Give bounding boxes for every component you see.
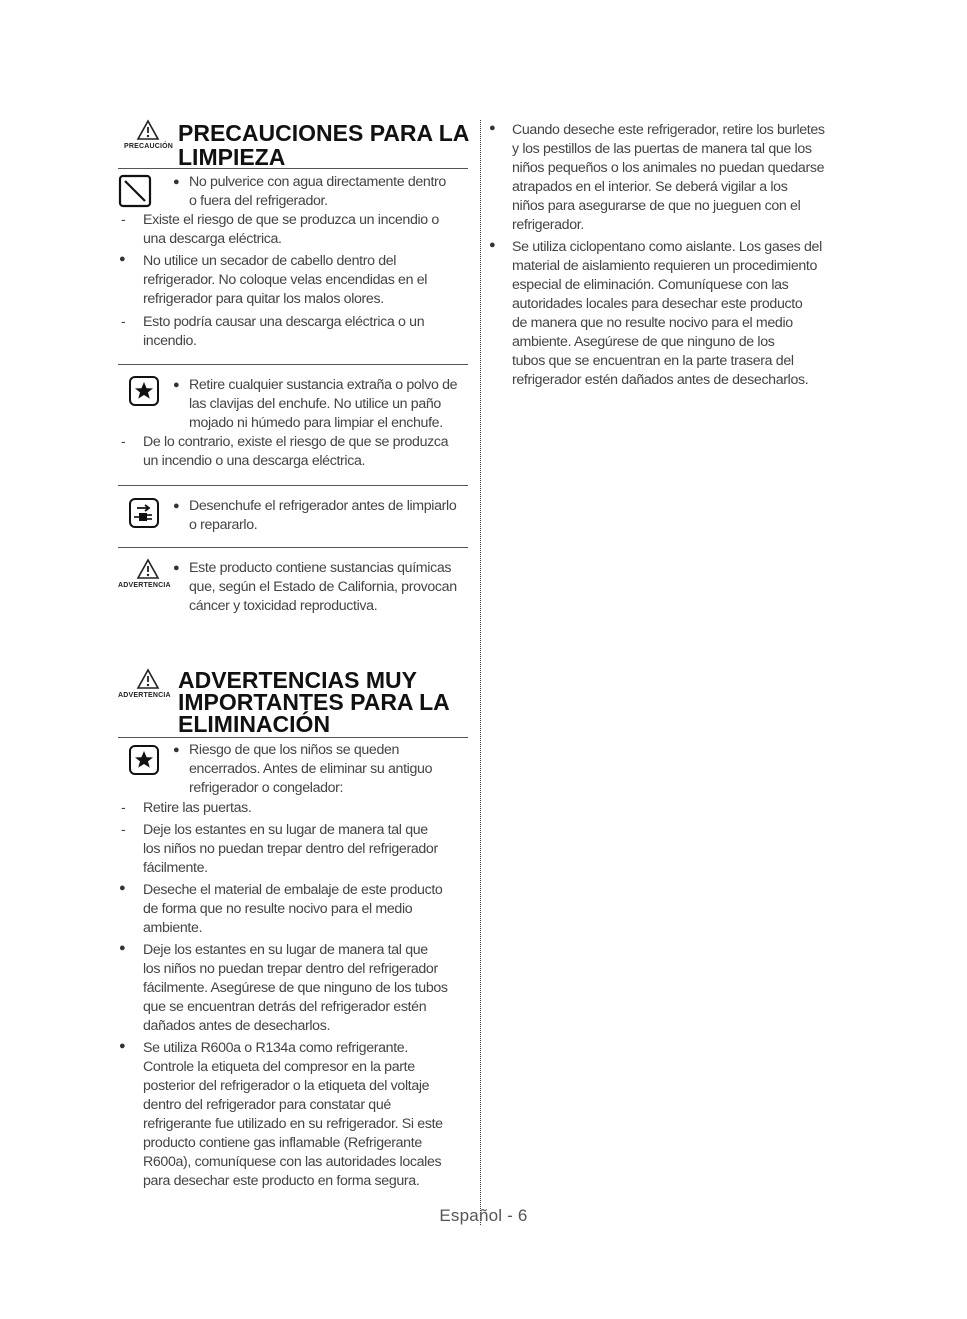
- bullet-dot: ●: [173, 176, 180, 188]
- plug-dust-text-1: Retire cualquier sustancia extraña o polvo de: [189, 377, 458, 393]
- cyclopentane-text-7: tubos que se encuentran en la parte trasera del: [512, 353, 794, 369]
- cyclopentane-text-4: autoridades locales para desechar este producto: [512, 296, 803, 312]
- entrapment-text-3: refrigerador o congelador:: [189, 780, 344, 796]
- refrigerant-text-7: R600a), comuníquese con las autoridades locales: [143, 1154, 442, 1170]
- plug-dust-text-3: mojado ni húmedo para limpiar el enchufe.: [189, 415, 443, 431]
- cyclopentane-text-1: Se utiliza ciclopentano como aislante. Los gases del: [512, 239, 822, 255]
- gaskets-text-4: atrapados en el interior. Se deberá vigilar a los: [512, 179, 788, 195]
- no-spray-icon: [118, 174, 152, 208]
- bullet-dot: ●: [173, 500, 180, 512]
- bullet-dot: ●: [173, 744, 180, 756]
- shock-risk-text-1: Esto podría causar una descarga eléctrica o un: [143, 314, 425, 330]
- warning-triangle-icon: [136, 119, 160, 141]
- dash-mark: -: [121, 313, 126, 329]
- unplug-text-2: o repararlo.: [189, 517, 258, 533]
- warning-label: ADVERTENCIA: [118, 582, 171, 589]
- dash-mark: -: [121, 799, 126, 815]
- packaging-text-3: ambiente.: [143, 920, 203, 936]
- warning-symbol: [118, 668, 173, 699]
- fire-risk-text-1: Existe el riesgo de que se produzca un incendio o: [143, 212, 439, 228]
- tubes-text-3: fácilmente. Asegúrese de que ninguno de los tubos: [143, 980, 448, 996]
- prop65-text-2: que, según el Estado de California, provocan: [189, 579, 457, 595]
- no-spray-text-2: o fuera del refrigerador.: [189, 193, 328, 209]
- page-number: Español - 6: [439, 1206, 528, 1225]
- refrigerant-text-6: producto contiene gas inflamable (Refrigerante: [143, 1135, 422, 1151]
- prop65-text-3: cáncer y toxicidad reproductiva.: [189, 598, 378, 614]
- refrigerant-text-3: posterior del refrigerador o la etiqueta del voltaje: [143, 1078, 430, 1094]
- entrapment-text-2: encerrados. Antes de eliminar su antiguo: [189, 761, 433, 777]
- refrigerant-text-8: para desechar este producto en forma segura.: [143, 1173, 420, 1189]
- bullet-dot: ●: [489, 239, 496, 251]
- gaskets-text-3: niños pequeños o los animales no puedan quedarse: [512, 160, 825, 176]
- cyclopentane-text-6: ambiente. Asegúrese de que ninguno de los: [512, 334, 775, 350]
- no-spray-text-1: No pulverice con agua directamente dentro: [189, 174, 446, 190]
- cyclopentane-text-3: especial de eliminación. Comuníquese con las: [512, 277, 789, 293]
- bullet-dot: ●: [119, 942, 126, 954]
- hair-dryer-text-1: No utilice un secador de cabello dentro del: [143, 253, 397, 269]
- unplug-icon: [128, 497, 160, 529]
- warning-triangle-icon: [136, 558, 160, 580]
- cyclopentane-text-2: material de aislamiento requieren un procedimiento: [512, 258, 818, 274]
- tubes-text-4: que se encuentran detrás del refrigerador estén: [143, 999, 427, 1015]
- shelves-text-1: Deje los estantes en su lugar de manera tal que: [143, 822, 428, 838]
- refrigerant-text-4: dentro del refrigerador para constatar qué: [143, 1097, 391, 1113]
- section2-title-line2: IMPORTANTES PARA LA: [178, 689, 450, 715]
- shelves-text-2: los niños no puedan trepar dentro del refrigerador: [143, 841, 438, 857]
- dash-mark: -: [121, 211, 126, 227]
- caution-symbol: [124, 119, 174, 150]
- dash-mark: -: [121, 821, 126, 837]
- bullet-dot: ●: [119, 1040, 126, 1052]
- warning-triangle-icon: [136, 668, 160, 690]
- section1-title-line1: PRECAUCIONES PARA LA: [178, 120, 470, 146]
- divider: [118, 485, 468, 486]
- bullet-dot: ●: [489, 122, 496, 134]
- bullet-dot: ●: [119, 882, 126, 894]
- gaskets-text-2: y los pestillos de las puertas de manera tal que los: [512, 141, 812, 157]
- warning-symbol: [118, 558, 173, 589]
- section2-title-line3: ELIMINACIÓN: [178, 711, 331, 737]
- cyclopentane-text-5: de manera que no resulte nocivo para el medio: [512, 315, 793, 331]
- fire-risk-text-2: una descarga eléctrica.: [143, 231, 282, 247]
- unplug-text-1: Desenchufe el refrigerador antes de limpiarlo: [189, 498, 457, 514]
- dash-mark: -: [121, 433, 126, 449]
- refrigerant-text-2: Controle la etiqueta del compresor en la parte: [143, 1059, 415, 1075]
- bullet-dot: ●: [119, 253, 126, 265]
- refrigerant-text-1: Se utiliza R600a o R134a como refrigerante.: [143, 1040, 408, 1056]
- hair-dryer-text-3: refrigerador para quitar los malos olores.: [143, 291, 384, 307]
- divider: [118, 547, 468, 548]
- tubes-text-2: los niños no puedan trepar dentro del refrigerador: [143, 961, 438, 977]
- gaskets-text-1: Cuando deseche este refrigerador, retire los burletes: [512, 122, 825, 138]
- bullet-dot: ●: [173, 379, 180, 391]
- section1-title-rule: [118, 168, 468, 169]
- warning-label: ADVERTENCIA: [118, 692, 171, 699]
- remove-doors-text: Retire las puertas.: [143, 800, 252, 816]
- shock-risk-text-2: incendio.: [143, 333, 197, 349]
- cyclopentane-text-8: refrigerador estén dañados antes de desecharlos.: [512, 372, 809, 388]
- important-star-icon: [128, 744, 160, 776]
- tubes-text-1: Deje los estantes en su lugar de manera tal que: [143, 942, 428, 958]
- packaging-text-1: Deseche el material de embalaje de este producto: [143, 882, 443, 898]
- refrigerant-text-5: refrigerante fue utilizado en su refrigerador. Si este: [143, 1116, 443, 1132]
- section2-title-line1: ADVERTENCIAS MUY: [178, 667, 417, 693]
- packaging-text-2: de forma que no resulte nocivo para el medio: [143, 901, 413, 917]
- important-star-icon: [128, 375, 160, 407]
- section2-title-rule: [118, 737, 468, 738]
- column-divider: [480, 120, 481, 1225]
- plug-risk-text-1: De lo contrario, existe el riesgo de que se produzca: [143, 434, 449, 450]
- plug-risk-text-2: un incendio o una descarga eléctrica.: [143, 453, 366, 469]
- bullet-dot: ●: [173, 562, 180, 574]
- gaskets-text-6: refrigerador.: [512, 217, 584, 233]
- entrapment-text-1: Riesgo de que los niños se queden: [189, 742, 400, 758]
- tubes-text-5: dañados antes de desecharlos.: [143, 1018, 331, 1034]
- section1-title-line2: LIMPIEZA: [178, 144, 286, 170]
- hair-dryer-text-2: refrigerador. No coloque velas encendidas en el: [143, 272, 428, 288]
- shelves-text-3: fácilmente.: [143, 860, 208, 876]
- plug-dust-text-2: las clavijas del enchufe. No utilice un paño: [189, 396, 441, 412]
- divider: [118, 364, 468, 365]
- caution-label: PRECAUCIÓN: [124, 143, 174, 150]
- prop65-text-1: Este producto contiene sustancias químicas: [189, 560, 452, 576]
- gaskets-text-5: niños para asegurarse de que no jueguen con el: [512, 198, 801, 214]
